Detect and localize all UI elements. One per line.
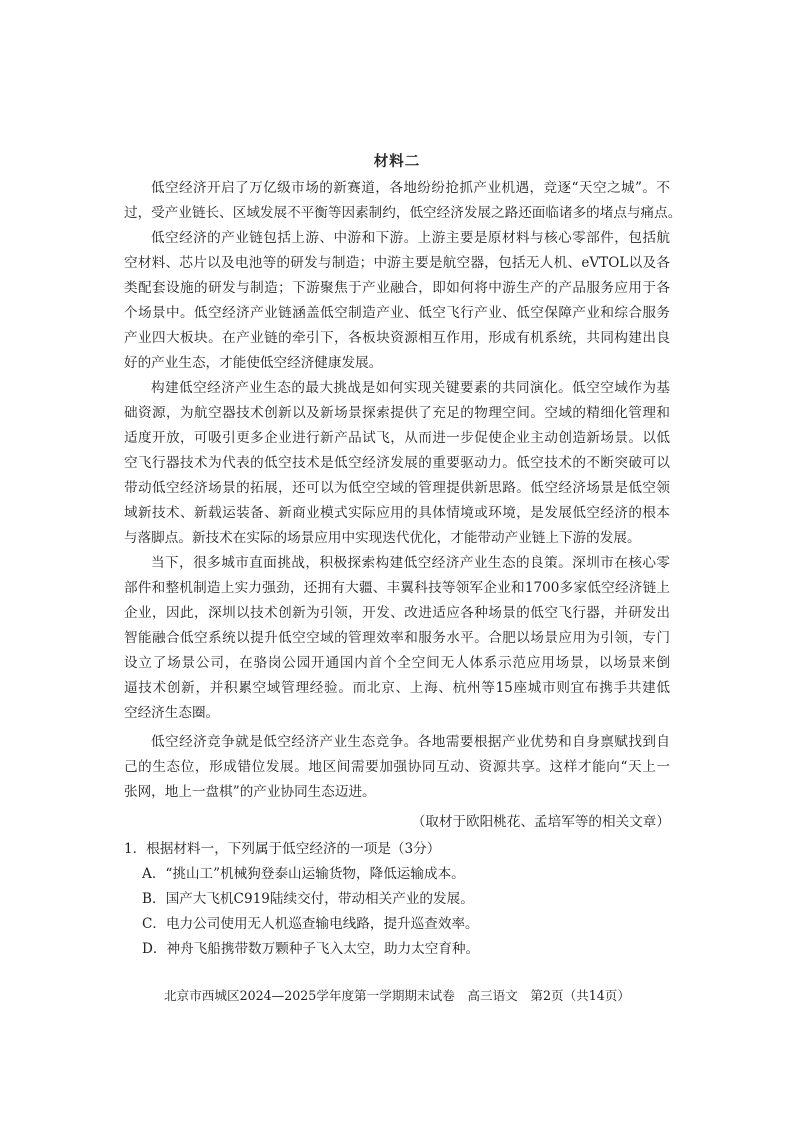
paragraph-line: 智能融合低空系统以提升低空空域的管理效率和服务水平。合肥以场景应用为引领，专门 (124, 630, 670, 646)
question-option-c: C．电力公司使用无人机巡查输电线路，提升巡查效率。 (142, 916, 479, 932)
paragraph-line: 低空经济开启了万亿级市场的新赛道，各地纷纷抢抓产业机遇，竞逐“天空之城”。不 (151, 180, 670, 196)
question-option-a: A．“挑山工”机械狗登泰山运输货物，降低运输成本。 (142, 866, 465, 882)
paragraph-line: 企业，因此，深圳以技术创新为引领，开发、改进适应各种场景的低空飞行器，并研发出 (124, 605, 670, 621)
paragraph-line: 张网，地上一盘棋”的产业协同生态迈进。 (124, 784, 376, 800)
paragraph-line: 好的产业生态，才能使低空经济健康发展。 (124, 355, 383, 371)
page-footer: 北京市西城区2024—2025学年度第一学期期末试卷 高三语文 第2页（共14页） (164, 988, 630, 1003)
question-option-b: B．国产大飞机C919陆续交付，带动相关产业的发展。 (142, 891, 474, 907)
paragraph-line: 设立了场景公司，在骆岗公园开通国内首个全空间无人体系示范应用场景，以场景来倒 (124, 655, 670, 671)
paragraph-line: 础资源，为航空器技术创新以及新场景探索提供了充足的物理空间。空域的精细化管理和 (124, 405, 670, 421)
paragraph-line: 构建低空经济产业生态的最大挑战是如何实现关键要素的共同演化。低空空域作为基 (151, 380, 670, 396)
paragraph-line: 类配套设施的研发与制造；下游聚焦于产业融合，即如何将中游生产的产品服务应用于各 (124, 280, 670, 296)
paragraph-line: 逼技术创新，并积累空域管理经验。而北京、上海、杭州等15座城市则宜布携手共建低 (124, 680, 670, 696)
question-option-d: D．神舟飞船携带数万颗种子飞入太空，助力太空育种。 (142, 941, 480, 957)
paragraph-line: 空经济生态圈。 (124, 705, 220, 721)
paragraph-line: 空飞行器技术为代表的低空技术是低空经济发展的重要驱动力。低空技术的不断突破可以 (124, 455, 670, 471)
paragraph-line: 低空经济的产业链包括上游、中游和下游。上游主要是原材料与核心零部件，包括航 (151, 230, 670, 246)
question-stem: 1．根据材料一，下列属于低空经济的一项是（3分） (124, 841, 441, 857)
paragraph-line: 己的生态位，形成错位发展。地区间需要加强协同互动、资源共享。这样才能向“天上一 (124, 759, 670, 775)
paragraph-line: 部件和整机制造上实力强劲，还拥有大疆、丰翼科技等领军企业和1700多家低空经济链上 (124, 580, 670, 596)
source-citation: （取材于欧阳桃花、孟培军等的相关文章） (411, 814, 670, 830)
paragraph-line: 空材料、芯片以及电池等的研发与制造；中游主要是航空器，包括无人机、eVTOL以及各 (124, 255, 670, 271)
paragraph-line: 个场景中。低空经济产业链涵盖低空制造产业、低空飞行产业、低空保障产业和综合服务 (124, 305, 670, 321)
paragraph-line: 产业四大板块。在产业链的牵引下，各板块资源相互作用，形成有机系统，共同构建出良 (124, 330, 670, 346)
paragraph-line: 域新技术、新载运装备、新商业模式实际应用的具体情境或环境，是发展低空经济的根本 (124, 505, 670, 521)
paragraph-line: 与落脚点。新技术在实际的场景应用中实现迭代优化，才能带动产业链上下游的发展。 (124, 530, 641, 546)
paragraph-line: 当下，很多城市直面挑战，积极探索构建低空经济产业生态的良策。深圳市在核心零 (151, 555, 670, 571)
paragraph-line: 带动低空经济场景的拓展，还可以为低空空域的管理提供新思路。低空经济场景是低空领 (124, 480, 670, 496)
paragraph-line: 过，受产业链长、区域发展不平衡等因素制约，低空经济发展之路还面临诸多的堵点与痛点。 (124, 205, 682, 221)
paragraph-line: 低空经济竞争就是低空经济产业生态竞争。各地需要根据产业优势和自身禀赋找到自 (151, 734, 670, 750)
material-title: 材料二 (373, 154, 421, 170)
paragraph-line: 适度开放，可吸引更多企业进行新产品试飞，从而进一步促使企业主动创造新场景。以低 (124, 430, 670, 446)
